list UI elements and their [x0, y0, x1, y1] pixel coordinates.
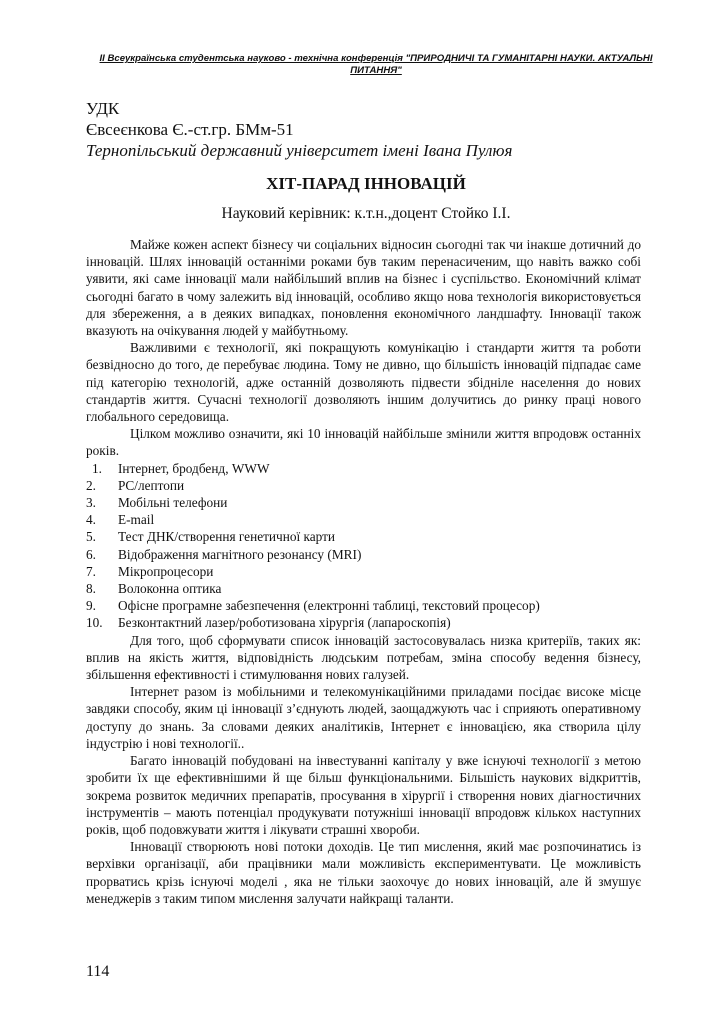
list-item-text: Мікропроцесори	[118, 563, 214, 579]
paper-title: ХІТ-ПАРАД ІННОВАЦІЙ	[266, 174, 466, 193]
paragraph: Багато інновацій побудовані на інвестуванні капіталу у вже існуючі технології з метою зробити їх ще ефективнішими й ще більш функціональними. Більшість наукових відкриттів, зокрема розвиток медичних препаратів, просування в хірургії і створення нових діагностичних інструментів – мають потенціал продукувати потужніші інновації впродовж кількох наступних років, щоб подовжувати життя і лікувати страшні хвороби.	[86, 753, 641, 837]
list-item-number: 7.	[86, 563, 96, 579]
list-item	[86, 563, 641, 580]
list-item-text: Інтернет, бродбенд, WWW	[118, 460, 270, 476]
list-item-number: 9.	[86, 598, 96, 614]
paragraph: Майже кожен аспект бізнесу чи соціальних відносин сьогодні так чи інакше дотичний до інновацій. Шлях інновацій останніми роками був таким перенасиченим, що навіть важко собі уявити, які саме інновації мали найбільший вплив на бізнес і суспільство. Економічний клімат сьогодні багато в чому залежить від інновацій, особливо якщо нова технологія використовується для збереження, а в деяких випадках, поновлення економічного ландшафту. Інновації також вказують на очікування людей у майбутньому.	[86, 237, 641, 339]
list-item	[86, 614, 641, 631]
paragraph: Інновації створюють нові потоки доходів. Це тип мислення, який має розпочинатись із верхівки організації, аби працівники мали можливість експериментувати. Це можливість прорватись крізь існуючі моделі , яка не тільки заохочує до нових інновацій, але й змушує менеджерів з таким типом мислення залучати найкращі таланти.	[86, 839, 641, 906]
list-item-text: Відображення магнітного резонансу (MRI)	[118, 546, 362, 562]
conference-header: II Всеукраїнська студентська науково - технічна конференція "ПРИРОДНИЧІ ТА ГУМАНІТАРНІ НАУКИ. АКТУАЛЬНІ ПИТАННЯ"	[99, 53, 653, 76]
list-item	[86, 511, 641, 528]
list-item-number: 3.	[86, 495, 96, 511]
list-item-number: 10.	[86, 615, 103, 631]
list-item-number: 6.	[86, 546, 96, 562]
list-item	[86, 477, 641, 494]
supervisor-line: Науковий керівник: к.т.н.,доцент Стойко І.І.	[221, 205, 511, 222]
list-item-text: Тест ДНК/створення генетичної карти	[118, 529, 336, 545]
paragraph: Цілком можливо означити, які 10 інновацій найбільше змінили життя впродовж останніх років.	[86, 426, 641, 459]
innovation-list	[86, 460, 641, 632]
article-body	[86, 236, 641, 907]
list-item	[86, 460, 641, 477]
list-item-number: 5.	[86, 529, 96, 545]
university-line: Тернопільський державний університет імені Івана Пулюя	[86, 141, 513, 160]
page-number: 114	[86, 963, 110, 980]
list-item	[86, 494, 641, 511]
list-item-text: Волоконна оптика	[118, 581, 222, 597]
udk-label: УДК	[86, 99, 120, 118]
list-item-text: Мобільні телефони	[118, 495, 228, 511]
list-item	[86, 528, 641, 545]
paragraph: Для того, щоб сформувати список інновацій застосовувалась низка критеріїв, таких як: вплив на якість життя, відповідність людським потребам, зміна способу ведення бізнесу, збільшення ефективності і стимулювання нових галузей.	[86, 632, 641, 683]
list-item	[86, 546, 641, 563]
author-line: Євсеєнкова Є.-ст.гр. БМм-51	[86, 120, 294, 139]
list-item-number: 4.	[86, 512, 96, 528]
list-item-text: E-mail	[118, 512, 155, 528]
list-item-text: Безконтактний лазер/роботизована хірургія (лапароскопія)	[118, 615, 451, 631]
list-item	[86, 580, 641, 597]
list-item-number: 2.	[86, 477, 96, 493]
paragraph: Важливими є технології, які покращують комунікацію і стандарти життя та роботи безвідносно до того, де перебуває людина. Тому не дивно, що більшість інновацій підпадає саме під категорію технологій, адже останній дозволяють підвести збідніле населення до нових стандартів життя. Сучасні технології дозволяють іншим долучитись до ринку праці нового глобального середовища.	[86, 340, 641, 425]
list-item-number: 1.	[92, 460, 102, 476]
list-item	[86, 597, 641, 614]
paragraph: Інтернет разом із мобільними и телекомунікаційними приладами посідає високе місце завдяки способу, яким ці інновації з’єднують людей, заощаджують час і сприяють оперативному доступу до знань. За словами деяких аналітиків, Інтернет є інновацією, яка створила цілу індустрію і нові технології..	[86, 684, 641, 751]
list-item-number: 8.	[86, 581, 96, 597]
list-item-text: PC/лептопи	[118, 477, 185, 493]
list-item-text: Офісне програмне забезпечення (електронні таблиці, текстовий процесор)	[118, 598, 540, 614]
